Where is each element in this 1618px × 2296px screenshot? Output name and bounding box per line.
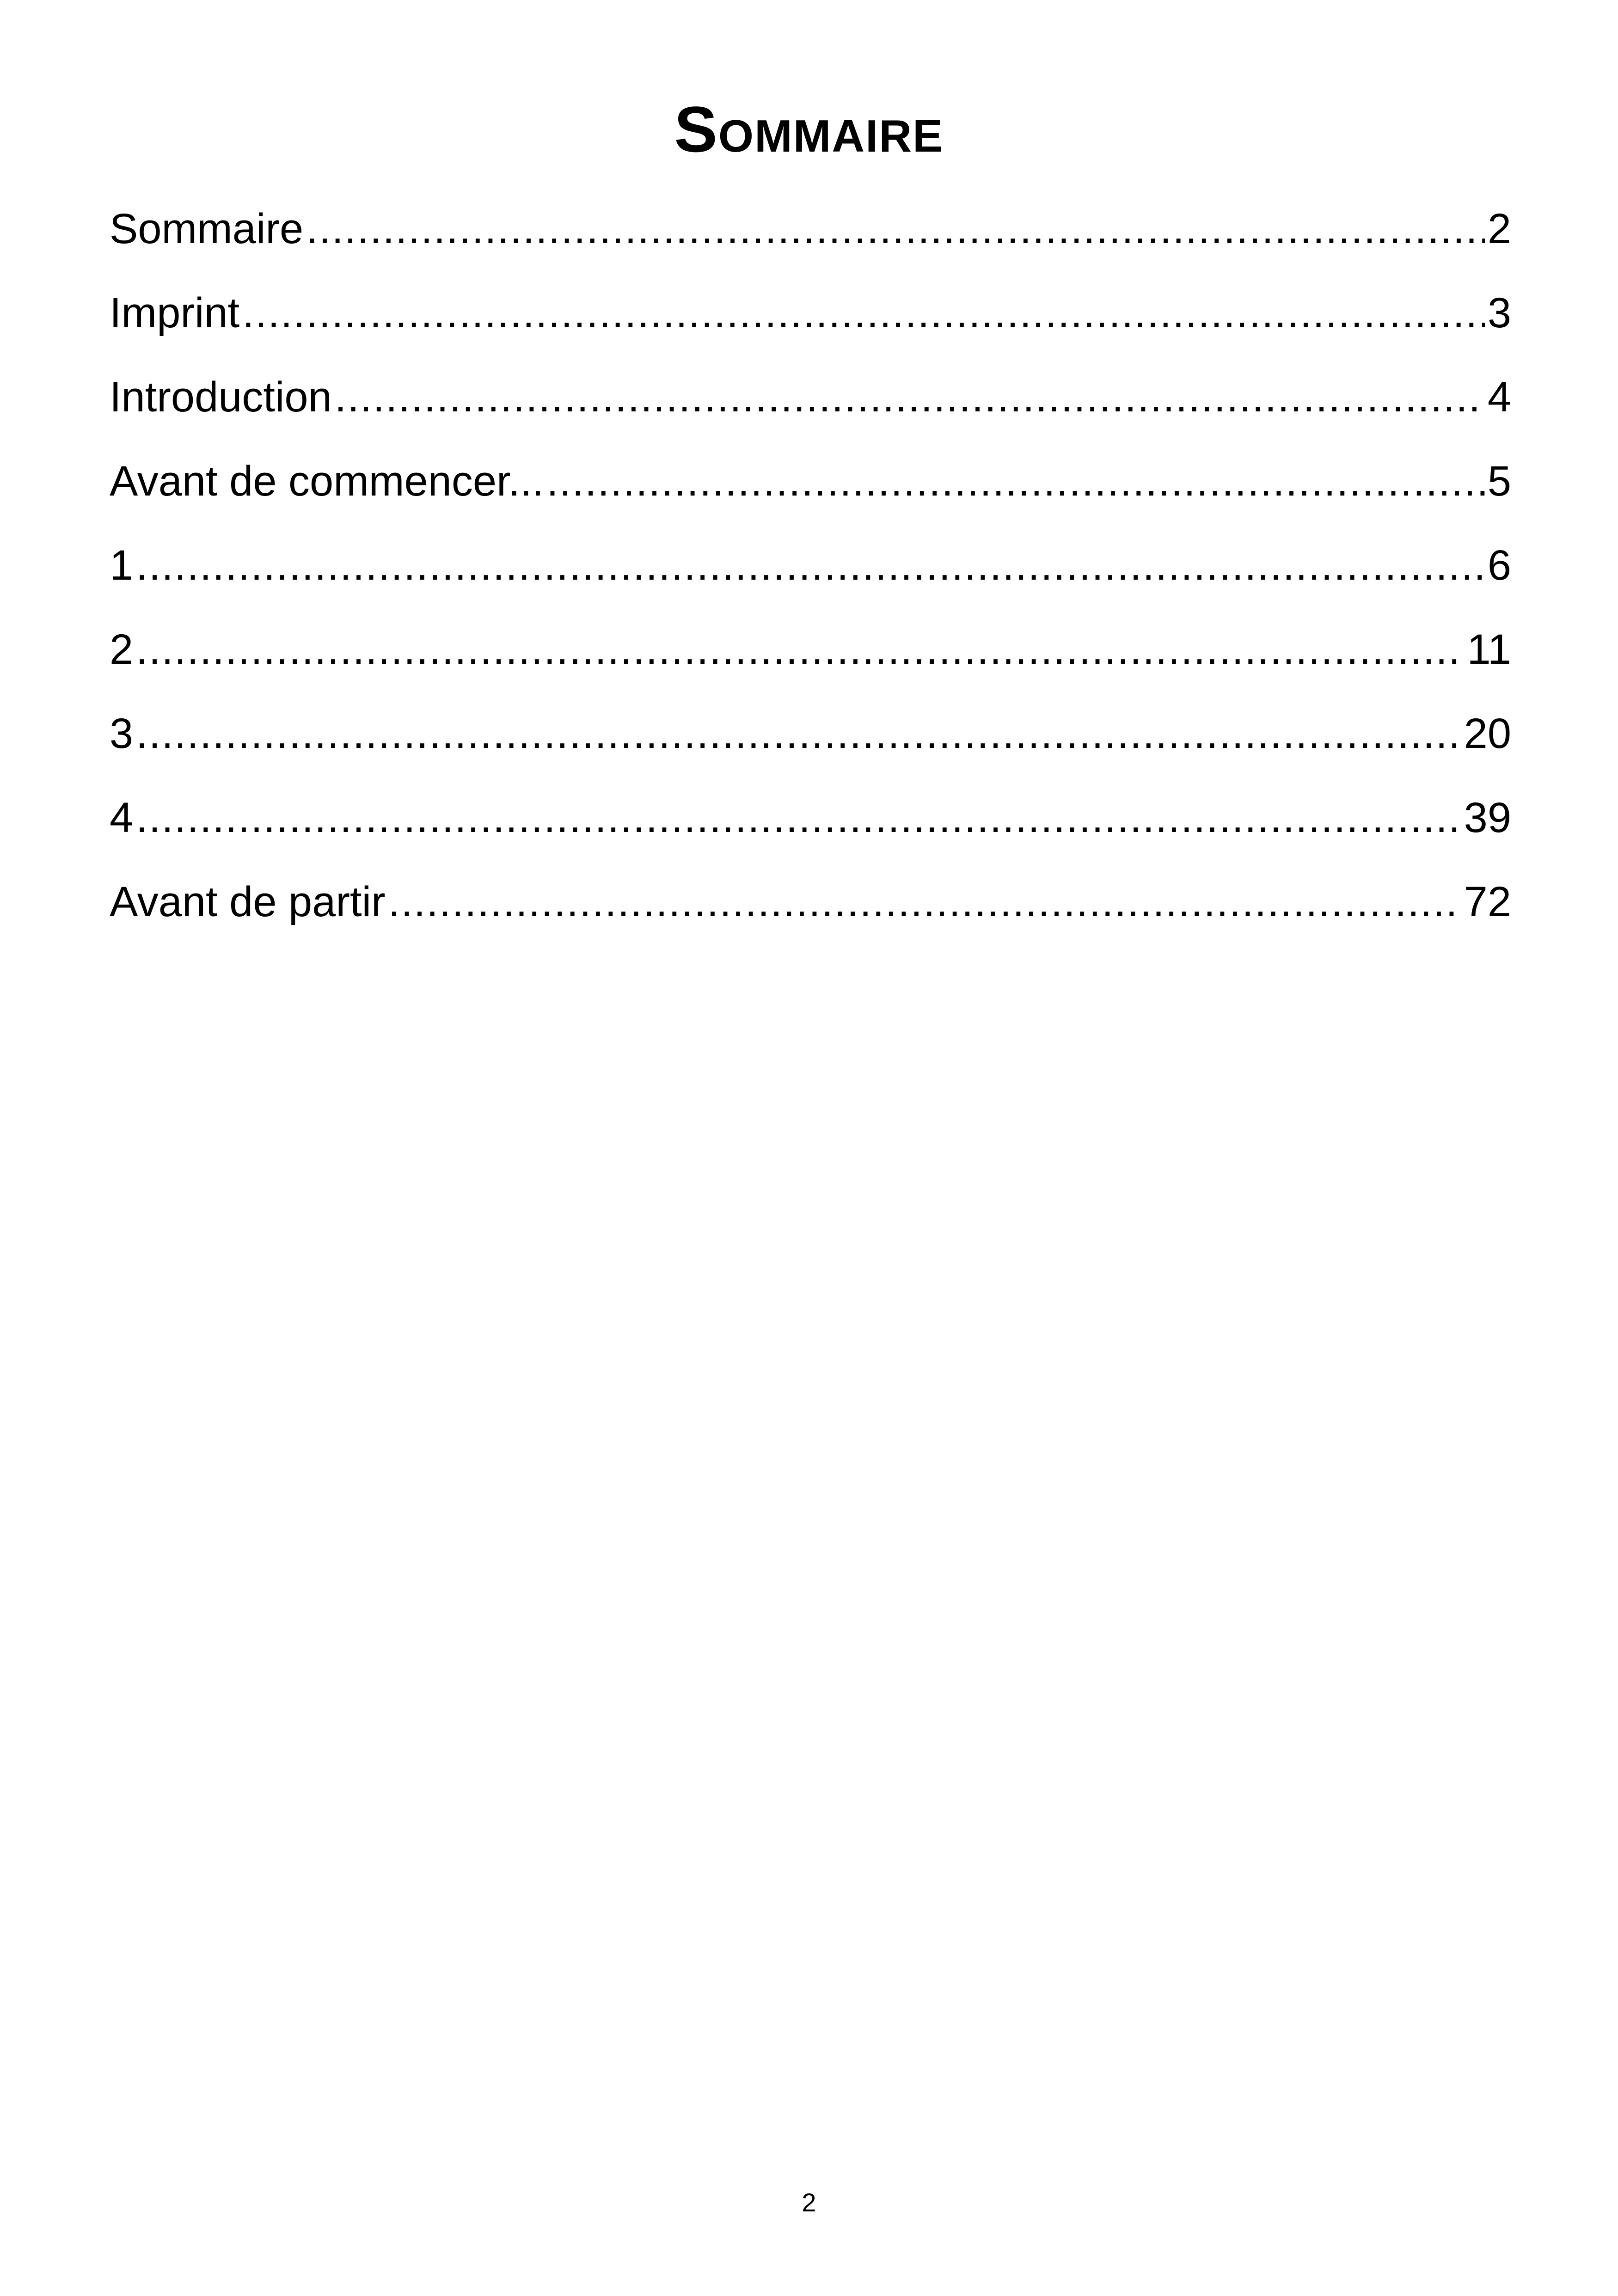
toc-dot-leader (306, 199, 1485, 259)
toc-entry-label: Introduction (110, 373, 332, 421)
toc-entry-page-number: 11 (1467, 626, 1511, 673)
page-title: Sommaire (674, 93, 944, 165)
toc-entry-chapter-1[interactable] (110, 535, 1511, 619)
toc-entry-page-number: 72 (1464, 878, 1511, 925)
toc-entry-label: Avant de commencer... (110, 458, 544, 505)
toc-entry-page-number: 20 (1464, 710, 1511, 757)
toc-dot-leader (546, 451, 1485, 511)
footer-page-number: 2 (802, 2188, 816, 2217)
toc-entry-page-number: 5 (1487, 458, 1511, 505)
toc-entry-label: 2 (110, 626, 134, 673)
toc-entry-chapter-3[interactable] (110, 704, 1511, 788)
toc-entry-label: 3 (110, 710, 134, 757)
toc-entry-label: 1 (110, 542, 134, 589)
toc-entry-label: Imprint (110, 289, 240, 337)
toc-entry-page-number: 6 (1487, 542, 1511, 589)
toc-entry-introduction[interactable] (110, 367, 1511, 451)
toc-dot-leader (242, 283, 1485, 343)
toc-entry-avant-de-partir[interactable] (110, 872, 1511, 956)
toc-dot-leader (335, 367, 1485, 427)
toc-dot-leader (136, 788, 1461, 848)
toc-dot-leader (388, 872, 1461, 932)
toc-entry-label: Avant de partir (110, 878, 386, 925)
toc-entry-page-number: 3 (1487, 289, 1511, 337)
toc-entry-label: Sommaire (110, 205, 304, 252)
toc-dot-leader (136, 619, 1464, 680)
toc-entry-avant-de-commencer[interactable] (110, 451, 1511, 535)
table-of-contents (110, 199, 1511, 956)
toc-entry-page-number: 2 (1487, 205, 1511, 252)
toc-entry-chapter-4[interactable] (110, 788, 1511, 872)
toc-entry-page-number: 4 (1487, 373, 1511, 421)
toc-entry-page-number: 39 (1464, 794, 1511, 841)
toc-entry-sommaire[interactable] (110, 199, 1511, 283)
toc-entry-chapter-2[interactable] (110, 619, 1511, 704)
toc-dot-leader (136, 704, 1461, 764)
toc-entry-imprint[interactable] (110, 283, 1511, 367)
toc-dot-leader (136, 535, 1485, 595)
toc-entry-label: 4 (110, 794, 134, 841)
